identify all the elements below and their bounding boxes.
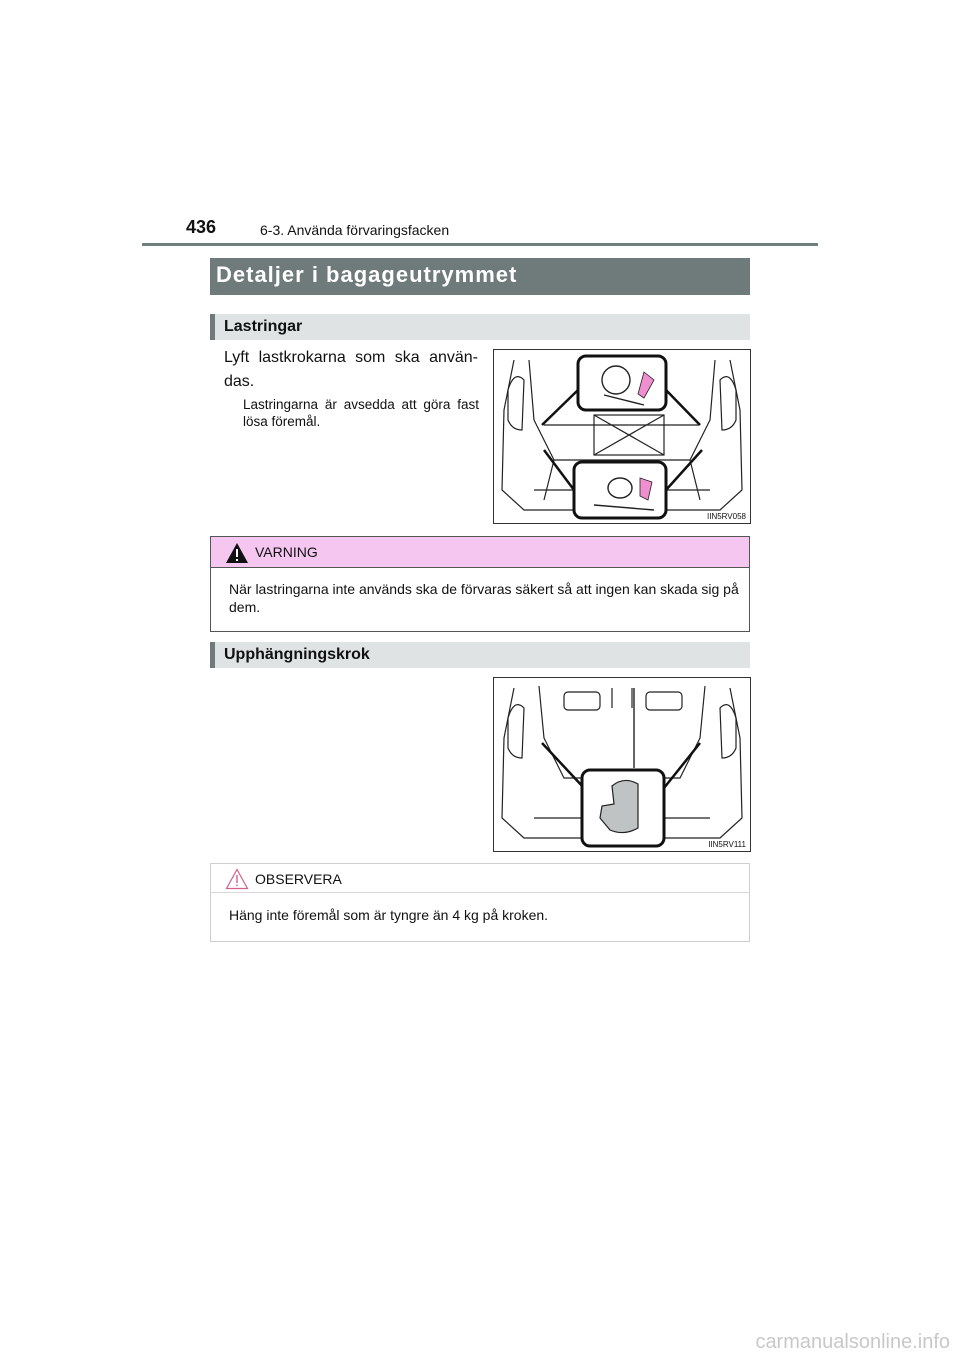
chapter-title: 6-3. Använda förvaringsfacken [260,222,450,238]
watermark: carmanualsonline.info [755,1331,950,1353]
section-title-bar [210,258,750,295]
subheading-lastringar-label: Lastringar [224,318,303,335]
cargo-rings-illustration [494,350,750,523]
figure-cargo-rings [493,349,751,524]
notice-label: OBSERVERA [255,871,342,887]
warning-header [211,537,749,568]
header-divider [142,243,818,246]
warning-box [210,536,750,632]
lastringar-note: Lastringarna är avsedda att göra fast lösa föremål. [243,397,479,429]
notice-text: Häng inte föremål som är tyngre än 4 kg på kroken. [229,907,549,923]
lastringar-instruction: Lyft lastkrokarna som ska använ-das. [224,349,478,390]
subheading-lastringar [210,314,750,340]
page-number: 436 [186,217,217,237]
notice-triangle-icon [225,868,249,890]
hook-illustration [494,678,750,851]
notice-box [210,863,750,942]
section-title: Detaljer i bagageutrymmet [216,262,518,287]
figure-code-hook: IIN5RV111 [708,840,746,849]
warning-label: VARNING [255,544,318,560]
subheading-upphangningskrok [210,642,750,668]
figure-hook [493,677,751,852]
figure-code-cargo-rings: IIN5RV058 [707,512,746,521]
warning-text: När lastringarna inte används ska de förvaras säkert så att ingen kan skada sig på dem. [229,581,739,615]
subheading-upphangningskrok-label: Upphängningskrok [224,646,370,663]
warning-triangle-icon [225,542,249,564]
notice-header [211,864,749,893]
